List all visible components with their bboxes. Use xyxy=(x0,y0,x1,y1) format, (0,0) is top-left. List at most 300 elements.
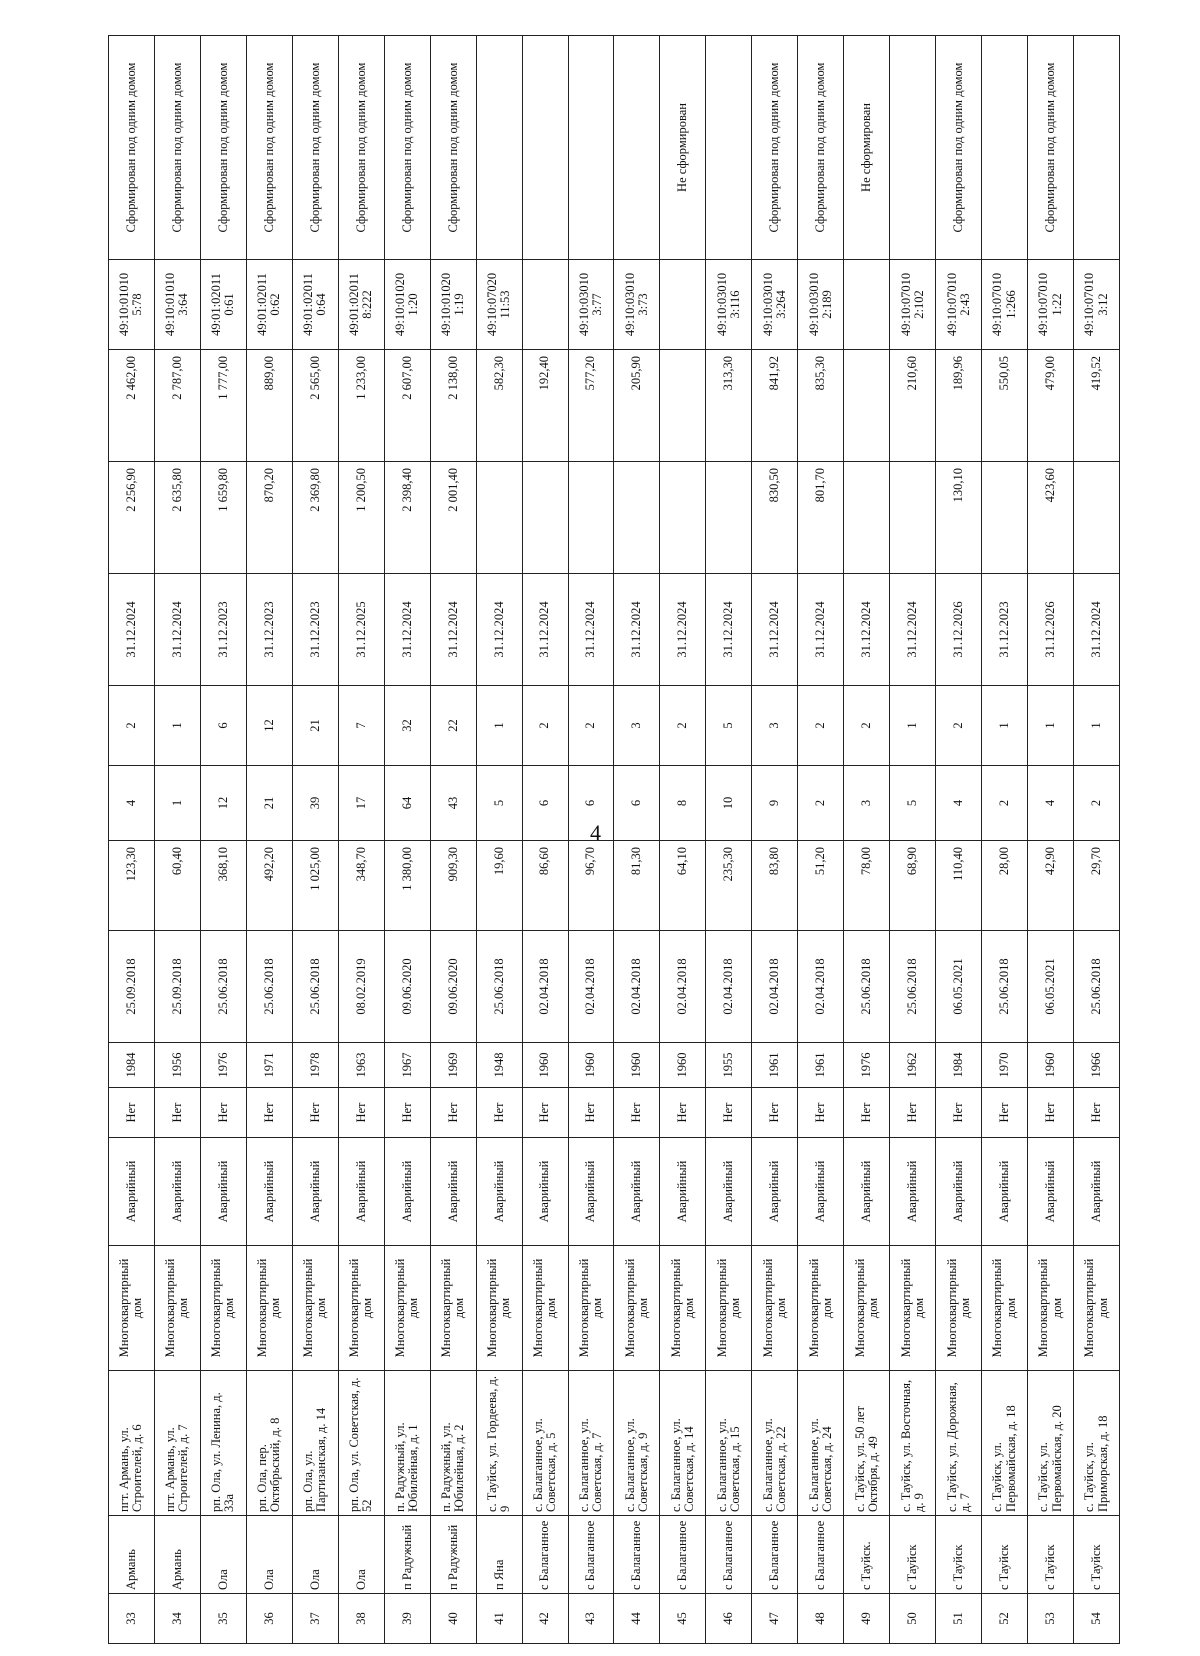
status-cell: Аварийный xyxy=(936,1138,982,1246)
residents-cell: 9 xyxy=(752,766,798,841)
area-cell: 42,90 xyxy=(1028,841,1074,931)
deadline-cell: 31.12.2024 xyxy=(522,574,568,686)
deadline-cell: 31.12.2024 xyxy=(844,574,890,686)
recognition-date-cell: 25.06.2018 xyxy=(292,931,338,1043)
recognition-date-cell: 25.06.2018 xyxy=(476,931,522,1043)
flag-cell: Нет xyxy=(338,1088,384,1138)
land-plot-note-cell xyxy=(522,36,568,260)
settlement-cell: с Балаганное xyxy=(568,1516,614,1594)
recognition-date-cell: 02.04.2018 xyxy=(798,931,844,1043)
area-cell: 1 025,00 xyxy=(292,841,338,931)
value1-cell: 801,70 xyxy=(798,462,844,574)
row-number-cell: 42 xyxy=(522,1594,568,1644)
table-row xyxy=(706,36,752,1644)
row-number-cell: 48 xyxy=(798,1594,844,1644)
recognition-date-cell: 25.06.2018 xyxy=(982,931,1028,1043)
deadline-cell: 31.12.2024 xyxy=(154,574,200,686)
year-cell: 1962 xyxy=(890,1043,936,1088)
value1-cell: 870,20 xyxy=(246,462,292,574)
value1-cell: 1 200,50 xyxy=(338,462,384,574)
value2-cell: 582,30 xyxy=(476,350,522,462)
row-number-cell: 43 xyxy=(568,1594,614,1644)
status-cell: Аварийный xyxy=(568,1138,614,1246)
deadline-cell: 31.12.2024 xyxy=(1074,574,1120,686)
deadline-cell: 31.12.2024 xyxy=(706,574,752,686)
value1-cell: 2 369,80 xyxy=(292,462,338,574)
object-type-cell: Многоквартирный дом xyxy=(660,1246,706,1371)
value2-cell: 2 565,00 xyxy=(292,350,338,462)
flag-cell: Нет xyxy=(154,1088,200,1138)
object-type-cell: Многоквартирный дом xyxy=(706,1246,752,1371)
residents-cell: 3 xyxy=(844,766,890,841)
year-cell: 1961 xyxy=(752,1043,798,1088)
object-type-cell: Многоквартирный дом xyxy=(430,1246,476,1371)
residents-cell: 6 xyxy=(614,766,660,841)
status-cell: Аварийный xyxy=(430,1138,476,1246)
status-cell: Аварийный xyxy=(384,1138,430,1246)
land-plot-note-cell: Сформирован под одним домом xyxy=(246,36,292,260)
area-cell: 83,80 xyxy=(752,841,798,931)
object-type-cell: Многоквартирный дом xyxy=(292,1246,338,1371)
row-number-cell: 47 xyxy=(752,1594,798,1644)
land-plot-note-cell xyxy=(614,36,660,260)
year-cell: 1961 xyxy=(798,1043,844,1088)
object-type-cell: Многоквартирный дом xyxy=(568,1246,614,1371)
land-plot-note-cell xyxy=(890,36,936,260)
object-type-cell: Многоквартирный дом xyxy=(752,1246,798,1371)
residents-cell: 2 xyxy=(798,766,844,841)
settlement-cell: с Тауйск xyxy=(936,1516,982,1594)
address-cell: пгт. Армань, ул. Строителей, д. 6 xyxy=(109,1371,155,1516)
address-cell: с. Балаганное, ул. Советская, д. 14 xyxy=(660,1371,706,1516)
table-row xyxy=(752,36,798,1644)
object-type-cell: Многоквартирный дом xyxy=(522,1246,568,1371)
year-cell: 1960 xyxy=(1028,1043,1074,1088)
status-cell: Аварийный xyxy=(1074,1138,1120,1246)
land-plot-note-cell xyxy=(476,36,522,260)
land-plot-note-cell: Не сформирован xyxy=(844,36,890,260)
area-cell: 123,30 xyxy=(109,841,155,931)
cadastral-number-cell: 49:01:02011 0:62 xyxy=(246,260,292,350)
table-row xyxy=(798,36,844,1644)
land-plot-note-cell: Сформирован под одним домом xyxy=(1028,36,1074,260)
address-cell: с. Балаганное, ул. Советская, д. 22 xyxy=(752,1371,798,1516)
cadastral-number-cell: 49:10:07010 1:22 xyxy=(1028,260,1074,350)
residents-cell: 5 xyxy=(476,766,522,841)
cadastral-number-cell: 49:01:02011 0:61 xyxy=(200,260,246,350)
year-cell: 1948 xyxy=(476,1043,522,1088)
address-cell: рп. Ола, пер. Октябрьский, д. 8 xyxy=(246,1371,292,1516)
object-type-cell: Многоквартирный дом xyxy=(109,1246,155,1371)
premises-cell: 1 xyxy=(890,686,936,766)
area-cell: 368,10 xyxy=(200,841,246,931)
flag-cell: Нет xyxy=(660,1088,706,1138)
premises-cell: 22 xyxy=(430,686,476,766)
recognition-date-cell: 02.04.2018 xyxy=(568,931,614,1043)
recognition-date-cell: 06.05.2021 xyxy=(1028,931,1074,1043)
year-cell: 1960 xyxy=(568,1043,614,1088)
row-number-cell: 49 xyxy=(844,1594,890,1644)
settlement-cell: с Балаганное xyxy=(706,1516,752,1594)
recognition-date-cell: 25.06.2018 xyxy=(246,931,292,1043)
recognition-date-cell: 09.06.2020 xyxy=(384,931,430,1043)
object-type-cell: Многоквартирный дом xyxy=(614,1246,660,1371)
address-cell: с. Тауйск, ул. 50 лет Октября, д. 49 xyxy=(844,1371,890,1516)
settlement-cell: с Балаганное xyxy=(752,1516,798,1594)
object-type-cell: Многоквартирный дом xyxy=(154,1246,200,1371)
year-cell: 1956 xyxy=(154,1043,200,1088)
residents-cell: 2 xyxy=(982,766,1028,841)
premises-cell: 2 xyxy=(660,686,706,766)
land-plot-note-cell: Сформирован под одним домом xyxy=(338,36,384,260)
table-row xyxy=(1028,36,1074,1644)
settlement-cell: Ола xyxy=(292,1516,338,1594)
settlement-cell: с Балаганное xyxy=(614,1516,660,1594)
address-cell: рп. Ола, ул. Ленина, д. 33а xyxy=(200,1371,246,1516)
land-plot-note-cell xyxy=(982,36,1028,260)
value2-cell: 835,30 xyxy=(798,350,844,462)
row-number-cell: 46 xyxy=(706,1594,752,1644)
status-cell: Аварийный xyxy=(246,1138,292,1246)
table-row xyxy=(982,36,1028,1644)
settlement-cell: Армань xyxy=(154,1516,200,1594)
row-number-cell: 41 xyxy=(476,1594,522,1644)
deadline-cell: 31.12.2024 xyxy=(109,574,155,686)
area-cell: 1 380,00 xyxy=(384,841,430,931)
year-cell: 1963 xyxy=(338,1043,384,1088)
value1-cell: 2 398,40 xyxy=(384,462,430,574)
cadastral-number-cell: 49:10:03010 3:77 xyxy=(568,260,614,350)
flag-cell: Нет xyxy=(568,1088,614,1138)
area-cell: 86,60 xyxy=(522,841,568,931)
address-cell: с. Тауйск, ул. Дорожная, д. 7 xyxy=(936,1371,982,1516)
residents-cell: 12 xyxy=(200,766,246,841)
land-plot-note-cell xyxy=(1074,36,1120,260)
row-number-cell: 38 xyxy=(338,1594,384,1644)
deadline-cell: 31.12.2026 xyxy=(1028,574,1074,686)
address-cell: с. Тауйск, ул. Приморская, д. 18 xyxy=(1074,1371,1120,1516)
object-type-cell: Многоквартирный дом xyxy=(890,1246,936,1371)
row-number-cell: 54 xyxy=(1074,1594,1120,1644)
address-cell: пгт. Армань, ул. Строителей, д. 7 xyxy=(154,1371,200,1516)
year-cell: 1967 xyxy=(384,1043,430,1088)
settlement-cell: с Тауйск. xyxy=(844,1516,890,1594)
deadline-cell: 31.12.2024 xyxy=(384,574,430,686)
status-cell: Аварийный xyxy=(338,1138,384,1246)
table-row xyxy=(109,36,155,1644)
value1-cell xyxy=(706,462,752,574)
year-cell: 1971 xyxy=(246,1043,292,1088)
premises-cell: 2 xyxy=(522,686,568,766)
settlement-cell: Армань xyxy=(109,1516,155,1594)
object-type-cell: Многоквартирный дом xyxy=(338,1246,384,1371)
status-cell: Аварийный xyxy=(706,1138,752,1246)
settlement-cell: Ола xyxy=(200,1516,246,1594)
land-plot-note-cell: Сформирован под одним домом xyxy=(154,36,200,260)
settlement-cell: с Тауйск xyxy=(1074,1516,1120,1594)
residents-cell: 39 xyxy=(292,766,338,841)
residents-cell: 21 xyxy=(246,766,292,841)
settlement-cell: с Тауйск xyxy=(982,1516,1028,1594)
value1-cell: 2 001,40 xyxy=(430,462,476,574)
table-row xyxy=(338,36,384,1644)
value1-cell xyxy=(982,462,1028,574)
cadastral-number-cell: 49:10:03010 3:116 xyxy=(706,260,752,350)
object-type-cell: Многоквартирный дом xyxy=(476,1246,522,1371)
land-plot-note-cell: Сформирован под одним домом xyxy=(430,36,476,260)
deadline-cell: 31.12.2024 xyxy=(890,574,936,686)
settlement-cell: с Тауйск xyxy=(1028,1516,1074,1594)
object-type-cell: Многоквартирный дом xyxy=(936,1246,982,1371)
address-cell: с. Тауйск, ул. Первомайская, д. 18 xyxy=(982,1371,1028,1516)
table-row xyxy=(476,36,522,1644)
premises-cell: 6 xyxy=(200,686,246,766)
value2-cell: 841,92 xyxy=(752,350,798,462)
cadastral-number-cell xyxy=(660,260,706,350)
residents-cell: 10 xyxy=(706,766,752,841)
table-row xyxy=(200,36,246,1644)
table-row xyxy=(522,36,568,1644)
residents-cell: 4 xyxy=(109,766,155,841)
residents-cell: 6 xyxy=(522,766,568,841)
value1-cell xyxy=(660,462,706,574)
value2-cell: 2 462,00 xyxy=(109,350,155,462)
object-type-cell: Многоквартирный дом xyxy=(246,1246,292,1371)
area-cell: 28,00 xyxy=(982,841,1028,931)
area-cell: 81,30 xyxy=(614,841,660,931)
deadline-cell: 31.12.2024 xyxy=(476,574,522,686)
residents-cell: 4 xyxy=(936,766,982,841)
flag-cell: Нет xyxy=(430,1088,476,1138)
land-plot-note-cell xyxy=(706,36,752,260)
value1-cell xyxy=(844,462,890,574)
year-cell: 1978 xyxy=(292,1043,338,1088)
year-cell: 1960 xyxy=(614,1043,660,1088)
address-cell: п. Радужный, ул. Юбилейная, д. 2 xyxy=(430,1371,476,1516)
area-cell: 29,70 xyxy=(1074,841,1120,931)
year-cell: 1960 xyxy=(660,1043,706,1088)
row-number-cell: 33 xyxy=(109,1594,155,1644)
table-body xyxy=(109,36,1120,1644)
land-plot-note-cell: Сформирован под одним домом xyxy=(798,36,844,260)
land-plot-note-cell: Не сформирован xyxy=(660,36,706,260)
value2-cell: 1 233,00 xyxy=(338,350,384,462)
cadastral-number-cell xyxy=(522,260,568,350)
table-row xyxy=(292,36,338,1644)
address-cell: с. Балаганное, ул. Советская, д. 9 xyxy=(614,1371,660,1516)
address-cell: с. Тауйск, ул. Восточная, д. 9 xyxy=(890,1371,936,1516)
year-cell: 1960 xyxy=(522,1043,568,1088)
area-cell: 110,40 xyxy=(936,841,982,931)
flag-cell: Нет xyxy=(1074,1088,1120,1138)
residents-cell: 2 xyxy=(1074,766,1120,841)
object-type-cell: Многоквартирный дом xyxy=(798,1246,844,1371)
recognition-date-cell: 25.09.2018 xyxy=(154,931,200,1043)
settlement-cell: с Балаганное xyxy=(660,1516,706,1594)
land-plot-note-cell: Сформирован под одним домом xyxy=(200,36,246,260)
table-row xyxy=(1074,36,1120,1644)
recognition-date-cell: 25.09.2018 xyxy=(109,931,155,1043)
premises-cell: 1 xyxy=(1074,686,1120,766)
page-number: 4 xyxy=(590,820,601,845)
flag-cell: Нет xyxy=(109,1088,155,1138)
premises-cell: 32 xyxy=(384,686,430,766)
settlement-cell: п Радужный xyxy=(384,1516,430,1594)
status-cell: Аварийный xyxy=(200,1138,246,1246)
cadastral-number-cell: 49:10:01010 3:64 xyxy=(154,260,200,350)
recognition-date-cell: 02.04.2018 xyxy=(706,931,752,1043)
deadline-cell: 31.12.2023 xyxy=(292,574,338,686)
residents-cell: 17 xyxy=(338,766,384,841)
status-cell: Аварийный xyxy=(614,1138,660,1246)
value1-cell xyxy=(522,462,568,574)
row-number-cell: 44 xyxy=(614,1594,660,1644)
deadline-cell: 31.12.2025 xyxy=(338,574,384,686)
recognition-date-cell: 25.06.2018 xyxy=(1074,931,1120,1043)
table-row xyxy=(246,36,292,1644)
area-cell: 235,30 xyxy=(706,841,752,931)
value2-cell: 577,20 xyxy=(568,350,614,462)
address-cell: п. Радужный, ул. Юбилейная, д. 1 xyxy=(384,1371,430,1516)
recognition-date-cell: 25.06.2018 xyxy=(844,931,890,1043)
premises-cell: 7 xyxy=(338,686,384,766)
residents-cell: 8 xyxy=(660,766,706,841)
area-cell: 19,60 xyxy=(476,841,522,931)
deadline-cell: 31.12.2024 xyxy=(752,574,798,686)
premises-cell: 3 xyxy=(614,686,660,766)
premises-cell: 2 xyxy=(844,686,890,766)
settlement-cell: п Радужный xyxy=(430,1516,476,1594)
value2-cell: 313,30 xyxy=(706,350,752,462)
address-cell: с. Балаганное, ул. Советская, д. 15 xyxy=(706,1371,752,1516)
status-cell: Аварийный xyxy=(982,1138,1028,1246)
year-cell: 1969 xyxy=(430,1043,476,1088)
table-row xyxy=(890,36,936,1644)
deadline-cell: 31.12.2024 xyxy=(568,574,614,686)
year-cell: 1976 xyxy=(844,1043,890,1088)
residents-cell: 64 xyxy=(384,766,430,841)
address-cell: с. Балаганное, ул. Советская, д. 5 xyxy=(522,1371,568,1516)
status-cell: Аварийный xyxy=(109,1138,155,1246)
year-cell: 1984 xyxy=(109,1043,155,1088)
premises-cell: 3 xyxy=(752,686,798,766)
flag-cell: Нет xyxy=(752,1088,798,1138)
area-cell: 348,70 xyxy=(338,841,384,931)
value2-cell: 189,96 xyxy=(936,350,982,462)
status-cell: Аварийный xyxy=(476,1138,522,1246)
status-cell: Аварийный xyxy=(522,1138,568,1246)
value2-cell: 205,90 xyxy=(614,350,660,462)
premises-cell: 2 xyxy=(798,686,844,766)
flag-cell: Нет xyxy=(200,1088,246,1138)
flag-cell: Нет xyxy=(706,1088,752,1138)
area-cell: 64,10 xyxy=(660,841,706,931)
table-row xyxy=(614,36,660,1644)
area-cell: 68,90 xyxy=(890,841,936,931)
status-cell: Аварийный xyxy=(752,1138,798,1246)
deadline-cell: 31.12.2023 xyxy=(982,574,1028,686)
status-cell: Аварийный xyxy=(154,1138,200,1246)
value1-cell: 423,60 xyxy=(1028,462,1074,574)
table-row xyxy=(660,36,706,1644)
row-number-cell: 40 xyxy=(430,1594,476,1644)
cadastral-number-cell: 49:10:03010 3:73 xyxy=(614,260,660,350)
recognition-date-cell: 02.04.2018 xyxy=(752,931,798,1043)
status-cell: Аварийный xyxy=(890,1138,936,1246)
value2-cell: 2 787,00 xyxy=(154,350,200,462)
address-cell: с. Балаганное, ул. Советская, д. 24 xyxy=(798,1371,844,1516)
flag-cell: Нет xyxy=(614,1088,660,1138)
object-type-cell: Многоквартирный дом xyxy=(1074,1246,1120,1371)
cadastral-number-cell: 49:10:01020 1:20 xyxy=(384,260,430,350)
cadastral-number-cell xyxy=(844,260,890,350)
flag-cell: Нет xyxy=(246,1088,292,1138)
status-cell: Аварийный xyxy=(844,1138,890,1246)
flag-cell: Нет xyxy=(1028,1088,1074,1138)
premises-cell: 2 xyxy=(936,686,982,766)
row-number-cell: 45 xyxy=(660,1594,706,1644)
address-cell: с. Тауйск, ул. Гордеева, д. 9 xyxy=(476,1371,522,1516)
value2-cell xyxy=(660,350,706,462)
flag-cell: Нет xyxy=(292,1088,338,1138)
settlement-cell: п Яна xyxy=(476,1516,522,1594)
recognition-date-cell: 08.02.2019 xyxy=(338,931,384,1043)
row-number-cell: 35 xyxy=(200,1594,246,1644)
address-cell: с. Балаганное, ул. Советская, д. 7 xyxy=(568,1371,614,1516)
row-number-cell: 34 xyxy=(154,1594,200,1644)
value2-cell: 2 138,00 xyxy=(430,350,476,462)
rotated-table-wrapper xyxy=(108,36,1120,1644)
area-cell: 96,70 xyxy=(568,841,614,931)
table-row xyxy=(154,36,200,1644)
value1-cell: 2 635,80 xyxy=(154,462,200,574)
cadastral-number-cell: 49:10:01010 5:78 xyxy=(109,260,155,350)
year-cell: 1984 xyxy=(936,1043,982,1088)
recognition-date-cell: 02.04.2018 xyxy=(522,931,568,1043)
recognition-date-cell: 02.04.2018 xyxy=(660,931,706,1043)
row-number-cell: 52 xyxy=(982,1594,1028,1644)
value2-cell: 210,60 xyxy=(890,350,936,462)
premises-cell: 2 xyxy=(109,686,155,766)
year-cell: 1970 xyxy=(982,1043,1028,1088)
year-cell: 1976 xyxy=(200,1043,246,1088)
premises-cell: 1 xyxy=(1028,686,1074,766)
value2-cell: 889,00 xyxy=(246,350,292,462)
area-cell: 492,20 xyxy=(246,841,292,931)
value2-cell: 1 777,00 xyxy=(200,350,246,462)
row-number-cell: 51 xyxy=(936,1594,982,1644)
year-cell: 1966 xyxy=(1074,1043,1120,1088)
residents-cell: 1 xyxy=(154,766,200,841)
flag-cell: Нет xyxy=(982,1088,1028,1138)
object-type-cell: Многоквартирный дом xyxy=(982,1246,1028,1371)
cadastral-number-cell: 49:10:07010 2:102 xyxy=(890,260,936,350)
object-type-cell: Многоквартирный дом xyxy=(200,1246,246,1371)
land-plot-note-cell: Сформирован под одним домом xyxy=(936,36,982,260)
recognition-date-cell: 25.06.2018 xyxy=(200,931,246,1043)
settlement-cell: Ола xyxy=(338,1516,384,1594)
row-number-cell: 36 xyxy=(246,1594,292,1644)
value1-cell: 2 256,90 xyxy=(109,462,155,574)
premises-cell: 1 xyxy=(982,686,1028,766)
cadastral-number-cell: 49:10:07010 3:12 xyxy=(1074,260,1120,350)
object-type-cell: Многоквартирный дом xyxy=(1028,1246,1074,1371)
residents-cell: 6 xyxy=(568,766,614,841)
cadastral-number-cell: 49:10:07020 11:53 xyxy=(476,260,522,350)
row-number-cell: 50 xyxy=(890,1594,936,1644)
area-cell: 60,40 xyxy=(154,841,200,931)
flag-cell: Нет xyxy=(522,1088,568,1138)
